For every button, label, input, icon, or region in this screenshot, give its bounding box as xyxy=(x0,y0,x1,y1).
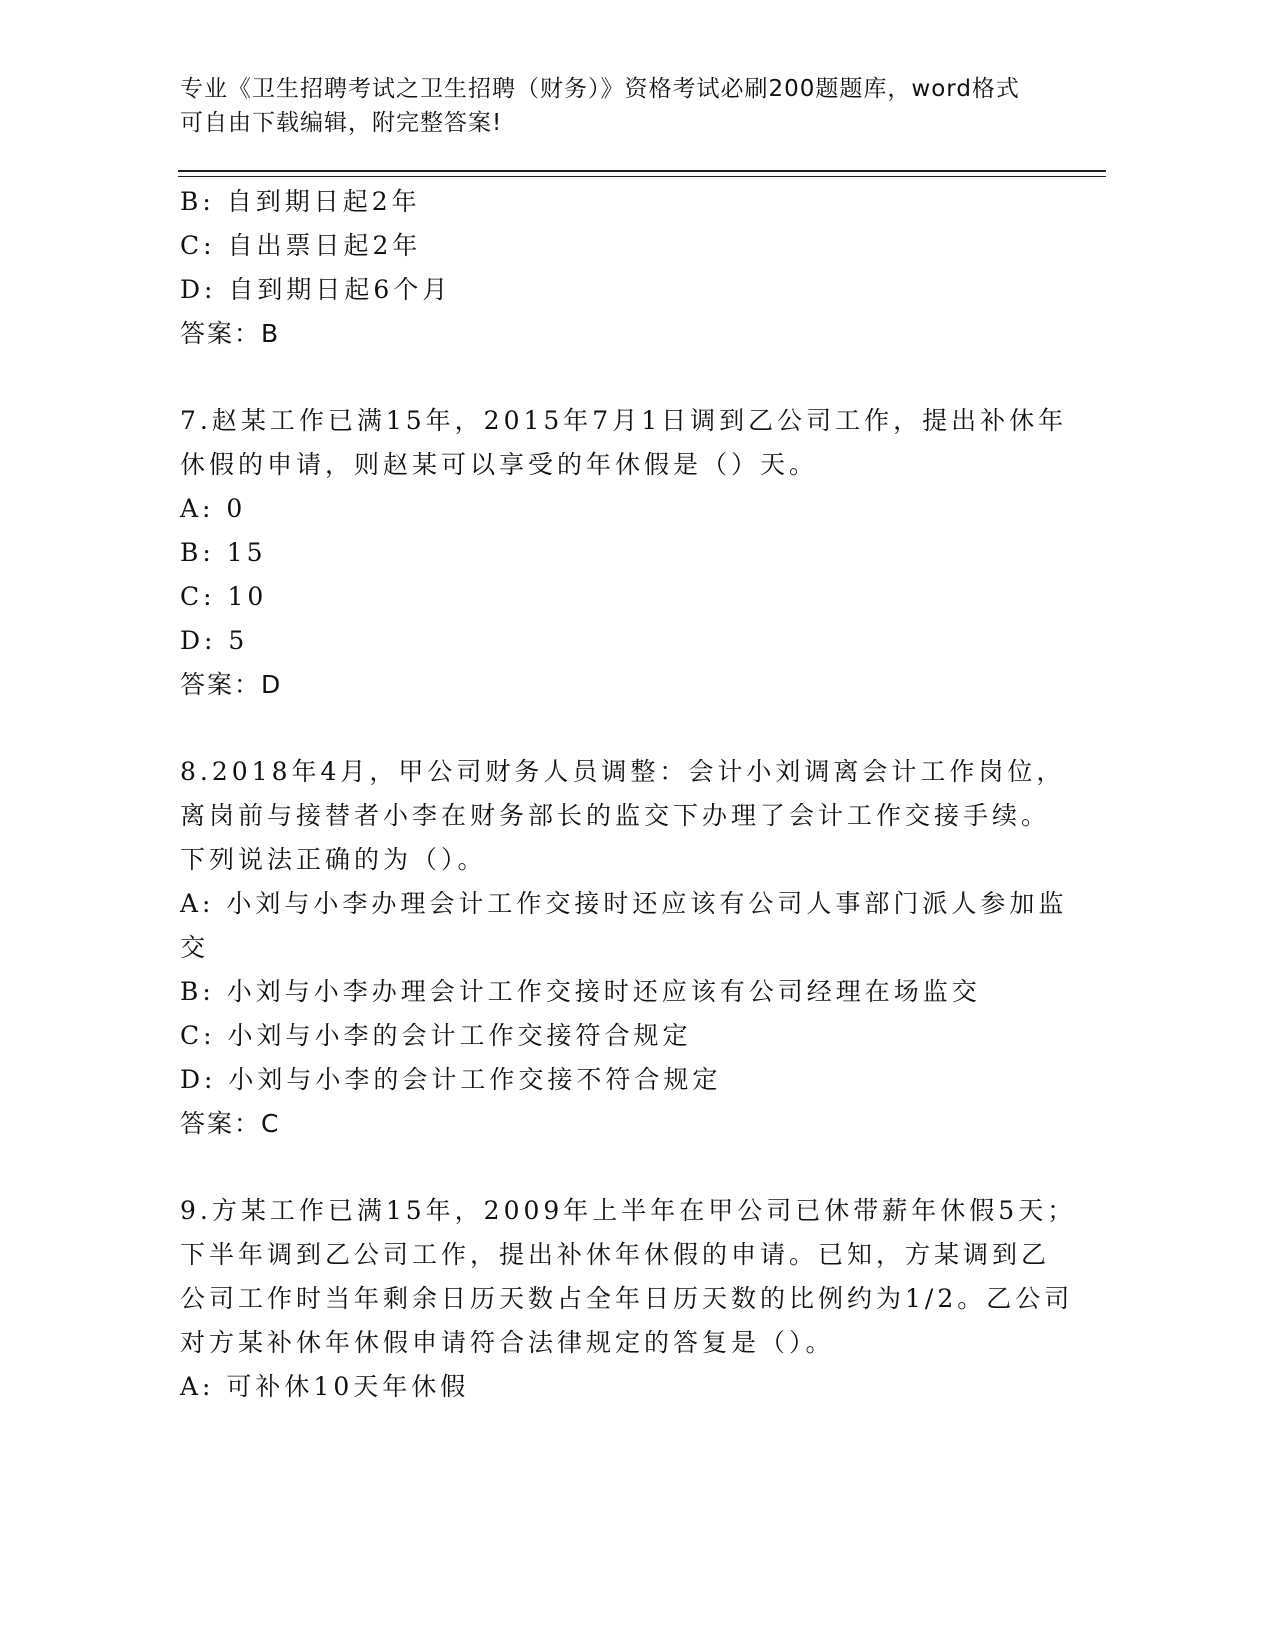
question-text-line: 下列说法正确的为（）。 xyxy=(180,845,487,874)
question-text-line: 下半年调到乙公司工作，提出补休年休假的申请。已知，方某调到乙 xyxy=(180,1240,1051,1269)
question-9 xyxy=(180,1189,1080,1409)
question-text-line: 公司工作时当年剩余日历天数占全年日历天数的比例约为1/2。乙公司 xyxy=(180,1284,1074,1313)
header-divider-thick xyxy=(178,170,1106,172)
spacer xyxy=(180,1146,1080,1189)
answer-line: 答案：D xyxy=(180,670,283,699)
option-d: D: 小刘与小李的会计工作交接不符合规定 xyxy=(180,1065,722,1094)
question-content xyxy=(180,180,1080,1409)
question-text-line: 8.2018年4月，甲公司财务人员调整：会计小刘调离会计工作岗位， xyxy=(180,757,1066,786)
option-b: B: 小刘与小李办理会计工作交接时还应该有公司经理在场监交 xyxy=(180,977,981,1006)
answer-line: 答案：C xyxy=(180,1109,281,1138)
option-b: B: 15 xyxy=(180,538,267,567)
question-8 xyxy=(180,750,1080,1146)
option-a: A: 0 xyxy=(180,494,247,523)
question-text-line: 对方某补休年休假申请符合法律规定的答复是（）。 xyxy=(180,1328,835,1357)
option-c: C: 小刘与小李的会计工作交接符合规定 xyxy=(180,1021,692,1050)
header-divider-thin xyxy=(178,176,1106,177)
previous-question-block xyxy=(180,180,1080,356)
question-7 xyxy=(180,399,1080,707)
option-d: D: 自到期日起6个月 xyxy=(180,275,452,304)
option-a: A: 可补休10天年休假 xyxy=(180,1372,470,1401)
question-text-line: 7.赵某工作已满15年，2015年7月1日调到乙公司工作，提出补休年 xyxy=(180,406,1068,435)
answer-line: 答案：B xyxy=(180,319,281,348)
question-text-line: 离岗前与接替者小李在财务部长的监交下办理了会计工作交接手续。 xyxy=(180,801,1051,830)
option-a-continued: 交 xyxy=(180,933,210,962)
option-c: C: 10 xyxy=(180,582,268,611)
header-line-1: 专业《卫生招聘考试之卫生招聘（财务）》资格考试必刷200题题库，word格式 xyxy=(180,76,1020,102)
option-c: C: 自出票日起2年 xyxy=(180,231,422,260)
option-d: D: 5 xyxy=(180,626,249,655)
question-text-line: 休假的申请，则赵某可以享受的年休假是（）天。 xyxy=(180,450,819,479)
option-b: B: 自到期日起2年 xyxy=(180,187,421,216)
spacer xyxy=(180,356,1080,399)
header-line-2: 可自由下载编辑，附完整答案! xyxy=(180,110,503,136)
document-header xyxy=(180,72,1080,140)
option-a: A: 小刘与小李办理会计工作交接时还应该有公司人事部门派人参加监 xyxy=(180,889,1068,918)
spacer xyxy=(180,707,1080,750)
question-text-line: 9.方某工作已满15年，2009年上半年在甲公司已休带薪年休假5天； xyxy=(180,1196,1077,1225)
